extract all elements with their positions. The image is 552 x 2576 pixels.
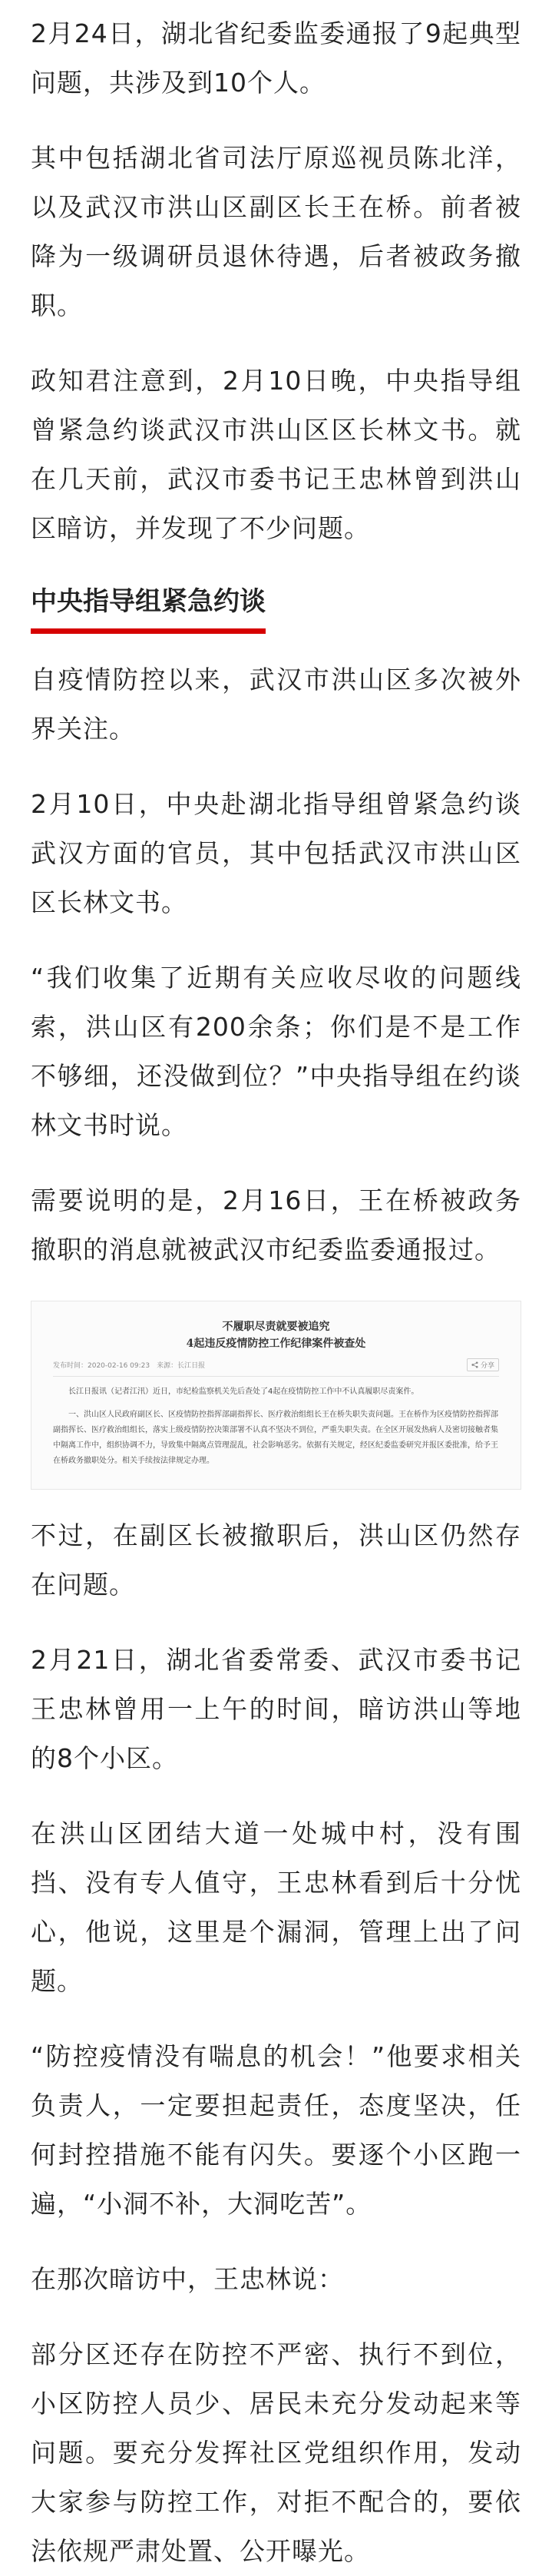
embed-title-line2: 4起违反疫情防控工作纪律案件被查处 [186,1338,366,1350]
section-heading-text: 中央指导组紧急约谈 [31,579,266,634]
paragraph: 在洪山区团结大道一处城中村，没有围挡、没有专人值守，王忠林看到后十分忧心，他说，这里是个漏洞，管理上出了问题。 [31,1818,521,1996]
embed-meta: 发布时间：2020-02-16 09:23 来源：长江日报 [53,1362,206,1370]
paragraph: 不过，在副区长被撤职后，洪山区仍然存在问题。 [31,1520,521,1600]
paragraph: 需要说明的是，2月16日，王在桥被政务撤职的消息就被武汉市纪委监委通报过。 [31,1185,521,1265]
paragraph: 部分区还存在防控不严密、执行不到位，小区防控人员少、居民未充分发动起来等问题。要充分发挥社区党组织作用，发动大家参与防控工作，对拒不配合的，要依法依规严肃处置、公开曝光。 [31,2339,521,2566]
embedded-news-screenshot [31,1301,521,1490]
section-heading [31,579,521,634]
share-label: 分享 [480,1362,494,1370]
paragraph: “防控疫情没有喘息的机会！”他要求相关负责人，一定要担起责任，态度坚决，任何封控措施不能有闪失。要逐个小区跑一遍，“小洞不补，大洞吃苦”。 [31,2041,521,2219]
share-icon [471,1361,478,1368]
embed-paragraph: 长江日报讯（记者江汛）近日，市纪检监察机关先后查处了4起在疫情防控工作中不认真履职尽责案件。 [68,1387,419,1396]
paragraph: 在那次暗访中，王忠林说： [31,2264,344,2294]
paragraph: 自疫情防控以来，武汉市洪山区多次被外界关注。 [31,665,521,744]
share-button[interactable] [467,1358,499,1371]
embed-paragraph: 一、洪山区人民政府副区长、区疫情防控指挥部副指挥长、医疗救治组组长王在桥失职失责问题。王在桥作为区疫情防控指挥部副指挥长、医疗救治组组长，落实上级疫情防控决策部署不认真不坚决不到位，严重失职失责。在全区开展发热病人及密切接触者集中隔离工作中，组织协调不力，导致集中隔离点管理混乱，社会影响恶劣。依据有关规定，经区纪委监委研究并报区委批准，给予王在桥政务撤职处分。相关手续按法律规定办理。 [53,1411,498,1465]
paragraph: 其中包括湖北省司法厅原巡视员陈北洋，以及武汉市洪山区副区长王在桥。前者被降为一级调研员退休待遇，后者被政务撤职。 [31,143,521,320]
paragraph: 2月21日，湖北省委常委、武汉市委书记王忠林曾用一上午的时间，暗访洪山等地的8个小区。 [31,1645,521,1773]
paragraph: 2月24日，湖北省纪委监委通报了9起典型问题，共涉及到10个人。 [31,18,521,98]
paragraph: “我们收集了近期有关应收尽收的问题线索，洪山区有200余条；你们是不是工作不够细，还没做到位？”中央指导组在约谈林文书时说。 [31,963,521,1140]
embed-title-line1: 不履职尽责就要被追究 [222,1321,330,1333]
paragraph: 政知君注意到，2月10日晚，中央指导组曾紧急约谈武汉市洪山区区长林文书。就在几天前，武汉市委书记王忠林曾到洪山区暗访，并发现了不少问题。 [31,366,521,543]
paragraph: 2月10日，中央赴湖北指导组曾紧急约谈武汉方面的官员，其中包括武汉市洪山区区长林文书。 [31,789,521,917]
embed-meta-row [53,1358,499,1377]
embed-body [53,1384,499,1469]
article [0,9,552,2576]
